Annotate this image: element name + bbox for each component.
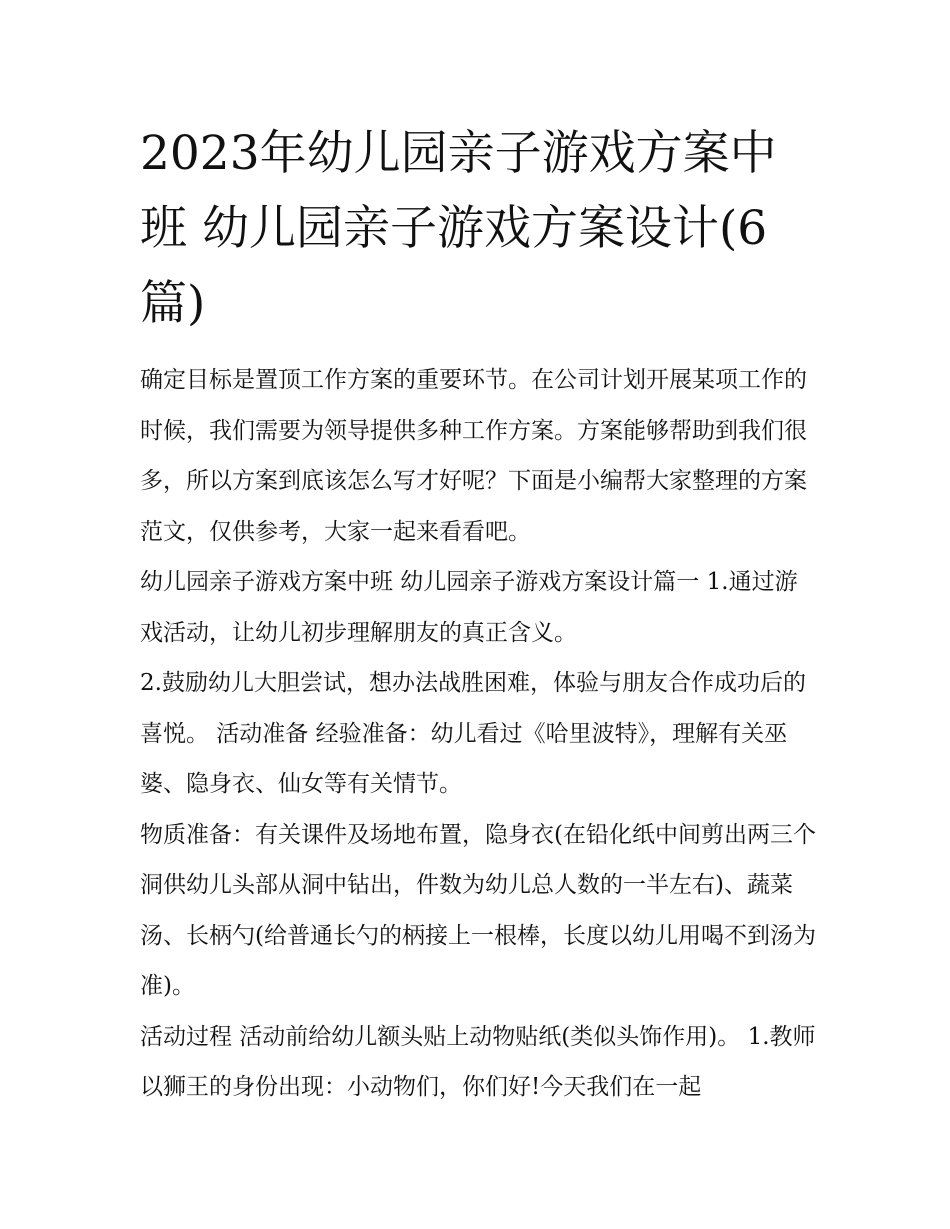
document-title <box>140 116 820 341</box>
paragraph-goal-1: 幼儿园亲子游戏方案中班 幼儿园亲子游戏方案设计篇一 1.通过游戏活动，让幼儿初步理解朋友的真正含义。 <box>140 569 798 646</box>
document-body <box>140 355 820 1113</box>
paragraph-process: 活动过程 活动前给幼儿额头贴上动物贴纸(类似头饰作用)。 1.教师以狮王的身份出现：小动物们，你们好!今天我们在一起 <box>140 1023 816 1100</box>
paragraph-goal-2: 2.鼓励幼儿大胆尝试，想办法战胜困难，体验与朋友合作成功后的喜悦。 活动准备 经验准备：幼儿看过《哈里波特》，理解有关巫婆、隐身衣、仙女等有关情节。 <box>140 670 806 797</box>
title-line-1: 2023年幼儿园亲子游戏方案中 <box>140 126 777 181</box>
paragraph-intro: 确定目标是置顶工作方案的重要环节。在公司计划开展某项工作的时候，我们需要为领导提供多种工作方案。方案能够帮助到我们很多，所以方案到底该怎么写才好呢？下面是小编帮大家整理的方案范文，仅供参考，大家一起来看看吧。 <box>140 367 807 545</box>
title-line-2: 班 幼儿园亲子游戏方案设计(6 <box>140 201 768 256</box>
title-line-3: 篇) <box>140 276 206 331</box>
paragraph-materials: 物质准备：有关课件及场地布置，隐身衣(在铅化纸中间剪出两三个洞供幼儿头部从洞中钻出，件数为幼儿总人数的一半左右)、蔬菜汤、长柄勺(给普通长勺的柄接上一根棒，长度以幼儿用喝不到汤为准)。 <box>140 821 816 999</box>
